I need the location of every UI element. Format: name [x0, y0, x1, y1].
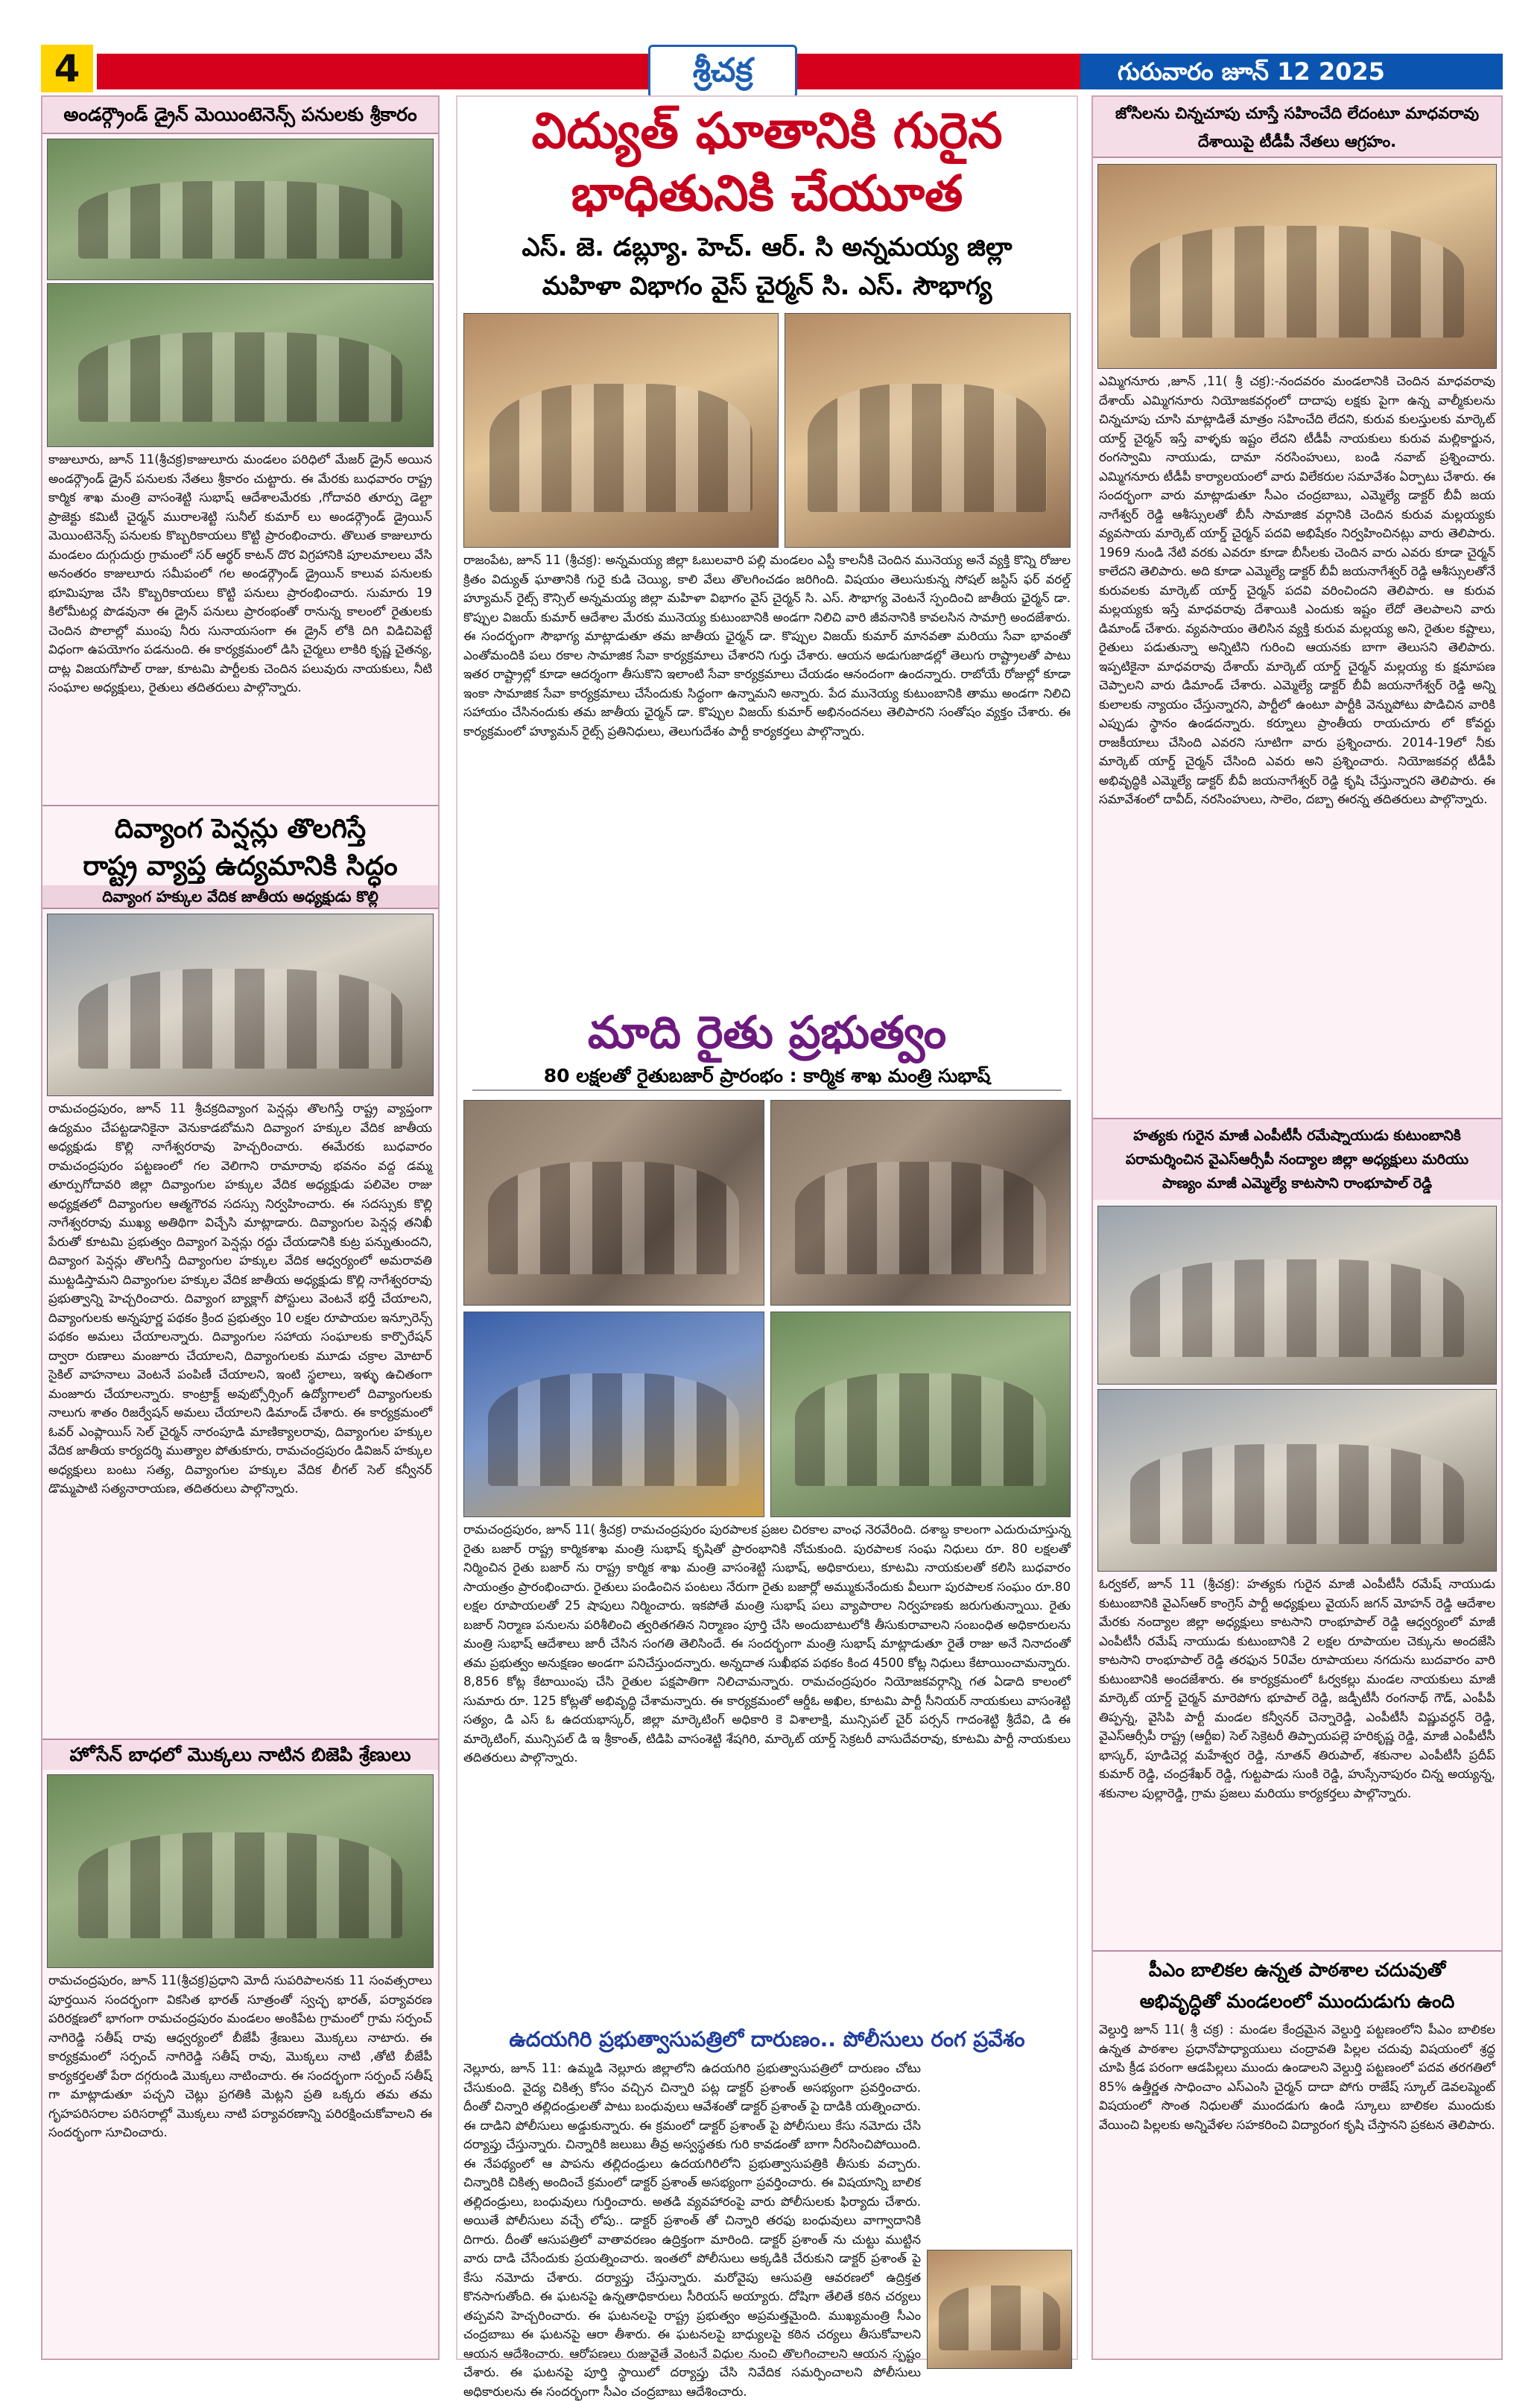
mid-story3-body: నెల్లూరు, జూన్ 11: ఉమ్మడి నెల్లూరు జిల్లాలోని ఉదయగిరి ప్రభుత్వాసుపత్రిలో దారుణం చోటు చేసుకుంది. వైద్య చికిత్స కోసం వచ్చిన చిన్నారి పట్ల డాక్టర్ ప్రశాంత్ అసభ్యంగా ప్రవర్తించారు. దీంతో చిన్నారి తల్లిదండ్రులతో పాటు బంధువులు ఆవేశంతో డాక్టర్ ప్రశాంత్ పై దాడికి యత్నించారు. ఈ దాడిని పోలీసులు అడ్డుకున్నారు. ఈ క్రమంలో డాక్టర్ ప్రశాంత్ పై పోలీసులు కేసు నమోదు చేసి దర్యాప్తు చేస్తున్నారు. చిన్నారికి జలుబు తీవ్ర అస్వస్థతకు గురి కావడంతో బాగా నీరసించిపోయింది. ఈ నేపథ్యంలో ఆ పాపను తల్లిదండ్రులు ఉదయగిరిలోని ప్రభుత్వాసుపత్రికి తీసుకు వచ్చారు. చిన్నారికి చికిత్స అందించే క్రమంలో డాక్టర్ ప్రశాంత్ అసభ్యంగా ప్రవర్తించారు. ఈ విషయాన్ని బాలిక తల్లిదండ్రులు, బంధువులు గుర్తించారు. అతడి వ్యవహారంపై వారు పోలీసులకు ఫిర్యాదు చేశారు. అయితే పోలీసులు వచ్చే లోపు.. డాక్టర్ ప్రశాంత్ తో చిన్నారి తరఫు బంధువులు వాగ్వాదానికి దిగారు. దీంతో ఆసుపత్రిలో వాతావరణం ఉద్రిక్తంగా మారింది. డాక్టర్ ప్రశాంత్ ను చుట్టు ముట్టిన వారు దాడి చేసేందుకు ప్రయత్నించారు. ఇంతలో పోలీసులు అక్కడికి చేరుకుని డాక్టర్ ప్రశాంత్ పై కేసు నమోదు చేశారు. దర్యాప్తు చేస్తున్నారు. మరోవైపు ఆసుపత్రి ఆవరణలో ఉద్రిక్తత కొనసాగుతోంది. ఈ ఘటనపై ఉన్నతాధికారులు సీరియస్ అయ్యారు. దోషిగా తేలితే కఠిన చర్యలు తప్పవని హెచ్చరించారు. ఈ ఘటనలపై రాష్ట్ర ప్రభుత్వం అప్రమత్తమైంది. ముఖ్యమంత్రి సీఎం చంద్రబాబు ఈ ఘటనపై ఆరా తీశారు. ఈ ఘటనలపై బాధ్యులపై కఠిన చర్యలు తీసుకోవాలని ఆయన ఆదేశించారు. ఆరోపణలు రుజువైతే వెంటనే విధుల నుంచి తొలగించాలని ఆయన స్పష్టం చేశారు. ఈ ఘటనపై పూర్తి స్థాయిలో దర్యాప్తు చేసి నివేదిక సమర్పించాలని పోలీసులు అధికారులను ఈ సందర్భంగా సీఎం చంద్రబాబు ఆదేశించారు.	[463, 2061, 921, 2399]
middle-column	[456, 95, 1078, 2399]
mid-story2-photo-vegetables	[770, 1312, 1071, 1517]
mid-story1-photo-handover	[785, 313, 1071, 548]
right-story3-headline-2: అభివృద్ధితో మండలంలో ముందుడుగు ఉంది	[1139, 1990, 1455, 2012]
right-story1-body: ఎమ్మిగనూరు ,జూన్ ,11( శ్రీ చక్ర):-నందవరం మండలానికి చెందిన మాధవరావు దేశాయ్ ఎమ్మిగనూరు నియోజకవర్గంలో దాదాపు లక్షకు పైగా ఉన్న వాల్మీకులను చిన్నచూపు చూసి మాట్లాడితే మాత్రం సహించేది లేదని, కురువ కులస్తులకు మార్కెట్ యార్డ్ చైర్మన్ ఇస్తే వాళ్ళకు ఇష్టం లేదని టీడీపీ నాయకులు కురువ మల్లికార్జున, రంగస్వామి నాయుడు, దామా నరసింహులు, బండి నవాబ్ ప్రశ్నించారు. ఎమ్మిగనూరు టీడీపీ కార్యాలయంలో వారు విలేకరుల సమావేశం ఏర్పాటు చేశారు. ఈ సందర్భంగా వారు మాట్లాడుతూ సీఎం చంద్రబాబు, ఎమ్మెల్యే డాక్టర్ బీవీ జయ నాగేశ్వర్ రెడ్డి ఆశీస్సులతో బీసీ సామాజిక వర్గానికి చెందిన కురువ మల్లయ్యకు వ్యవసాయ మార్కెట్ యార్డ్ చైర్మన్ పదవి అభిషేకం నిర్వహించినట్లు వారు తెలిపారు. 1969 నుండి నేటి వరకు ఎవరూ కూడా బీసీలకు చెందిన వారు ఎవరు కూడా చైర్మన్ కాలేదని తెలిపారు. అది కూడా ఎమ్మెల్యే డాక్టర్ బీవీ జయనాగేశ్వర్ రెడ్డి ఆశీస్సులతోనే కురువలకు మార్కెట్ యార్డ్ చైర్మన్ పదవి వరించిందని తెలిపారు. ఆ కురువ మల్లయ్యకు ఇస్తే మాధవరావు దేశాయికి ఎందుకు ఇష్టం లేదో తెలపాలని వారు డిమాండ్ చేశారు. వ్యవసాయం తెలిసిన వ్యక్తి కురువ మల్లయ్య అని, రైతుల కష్టాలు, రైతులు పడుతున్నా అన్నిటిని గురించి ఆయనకు బాగా తెలుసని తెలిపారు. ఇప్పటికైనా మాధవరావు దేశాయ్ మార్కెట్ యార్డ్ చైర్మన్ మల్లయ్య కు క్షమాపణ చెప్పాలని వారు డిమాండ్ చేశారు. ఎమ్మెల్యే డాక్టర్ బీవీ జయనాగేశ్వర్ రెడ్డి అన్ని కులాలకు న్యాయం చేస్తున్నారని, పార్టీలో ఉంటూ పార్టీకి వెన్నుపోటు పొడిచిన వారికి ఎప్పుడు స్థానం ఉండదన్నారు. కర్నూలు ప్రాంతీయ రాయచూరు లో కోవర్టు రాజకీయాలు చేసింది ఎవరని సూటిగా వారు ప్రశ్నించారు. 2014-19లో నీకు మార్కెట్ యార్డ్ చైర్మన్ చేసింది ఎవరు అని ప్రశ్నించారు. నియోజకవర్గ టీడీపీ అభివృద్ధికి ఎమ్మెల్యే డాక్టర్ బీవీ జయనాగేశ్వర్ రెడ్డి కృషి చేస్తున్నారని తెలిపారు. ఈ సమావేశంలో దావీద్, నరసింహులు, సాలెం, దబ్బా ఈరన్న తదితరులు పాల్గొన్నారు.	[1099, 374, 1495, 806]
right-story2-headline-2: పరామర్శించిన వైఎస్ఆర్సీపీ నంద్యాల జిల్లా అధ్యక్షులు మరియు	[1125, 1151, 1469, 1168]
mid-story2-body: రామచంద్రపురం, జూన్ 11( శ్రీచక్ర) రామచంద్రపురం పురపాలక ప్రజల చిరకాల వాంఛ నెరవేరింది. దశాబ్ద కాలంగా ఎదురుచూస్తున్న రైతు బజార్ రాష్ట్ర కార్మికశాఖ మంత్రి సుభాష్ కృషితో ప్రారంభానికి నోచుకుంది. పురపాలక సంఘ నిధులు రూ. 80 లక్షలతో నిర్మించిన రైతు బజార్ ను రాష్ట్ర కార్మిక శాఖ మంత్రి వాసంశెట్టి సుభాష్, అధికారులు, కూటమి నాయకులతో కలిసి బుధవారం సాయంత్రం ప్రారంభించారు. రైతులు పండించిన పంటలు నేరుగా రైతు బజార్లో అమ్ముకునేందుకు వీలుగా పురపాలక సంఘం రూ.80 లక్షల రూపాయలతో 25 షాపులు నిర్మించారు. ఇకపోతే మంత్రి సుభాష్ పలు వ్యాపారాల నిర్వహణకు జరుగుతున్నాయి. రైతు బజార్ నిర్మాణ పనులను పరిశీలించి త్వరితగతిన నిర్మాణం పూర్తి చేసి అందుబాటులోకి తీసుకురావాలని సంబంధిత అధికారులను మంత్రి సుభాష్ ఆదేశాలు జారీ చేసిన సంగతి తెలిసిందే. ఈ సందర్భంగా మంత్రి సుభాష్ మాట్లాడుతూ రైతే రాజు అనే నినాదంతో తమ ప్రభుత్వం అనుక్షణం అండగా పనిచేస్తుందన్నారు. అన్నదాత సుఖీభవ పథకం కింద 4500 కోట్ల నిధులు కేటాయించామన్నారు. 8,856 కోట్ల కేటాయింపు చేసి రైతుల పక్షపాతిగా నిలిచామన్నారు. రామచంద్రపురం నియోజకవర్గాన్ని గత ఏడాది కాలంలో సుమారు రూ. 125 కోట్లతో అభివృద్ధి చేశామన్నారు. ఈ కార్యక్రమంలో ఆర్డీఓ అఖిల, కూటమి పార్టీ సీనియర్ నాయకులు వాసంశెట్టి సత్యం, డి ఎస్ ఓ ఉదయభాస్కర్, జిల్లా మార్కెటింగ్ అధికారి కె విశాలాక్షి, మున్సిపల్ చైర్ పర్సన్ గాదంశెట్టి శ్రీదేవి, డి ఈ మార్కెటింగ్, మున్సిపల్ డి ఇ శ్రీకాంత్, టిడిపి వాసంశెట్టి శేషగిరి, మార్కెట్ యార్డ్ సెక్రటరీ వాసుదేవరావు, కూటమి పార్టీ నాయకులు తదితరులు పాల్గొన్నారు.	[463, 1522, 1071, 1765]
mid-story1-body: రాజంపేట, జూన్ 11 (శ్రీచక్ర): అన్నమయ్య జిల్లా ఓబులవారి పల్లి మండలం ఎస్టీ కాలనీకి చెందిన మునెయ్య అనే వ్యక్తి కొన్ని రోజుల క్రితం విద్యుత్ ఘాతానికి గురై కుడి చెయ్యి, కాలి వేలు తొలగించడం జరిగింది. విషయం తెలుసుకున్న సోషల్ జస్టిస్ ఫర్ వరల్డ్ హ్యూమన్ రైట్స్ కౌన్సిల్ అన్నమయ్య జిల్లా మహిళా విభాగం వైస్ చైర్మన్ సి. ఎస్. సౌభాగ్య వెంటనే స్పందించి జాతీయ ఛైర్మన్ డా. కొప్పుల విజయ్ కుమార్ ఆదేశాల మేరకు మునెయ్య కుటుంబానికి అండగా నిలిచి వారి జీవనానికి కావలసిన సామాగ్రి అందజేశారు. ఈ సందర్భంగా సౌభాగ్య మాట్లాడుతూ తమ జాతీయ ఛైర్మన్ డా. కొప్పుల విజయ్ కుమార్ మానవతా మరియు సేవా భావంతో ఎంతోమందికి పలు రకాల సామాజిక సేవా కార్యక్రమాలు చేశారని గుర్తు చేశారు. ఆయన అడుగుజాడల్లో తెలుగు రాష్ట్రాలతో పాటు ఇతర రాష్ట్రాల్లో కూడా ఆదర్శంగా తీసుకొని ఇలాంటి సేవా కార్యక్రమాలు చేయడం ఆనందంగా ఉందన్నారు. రాబోయే రోజుల్లో కూడా ఇంకా సామాజిక సేవా కార్యక్రమాలు చేసేందుకు సిద్ధంగా ఉన్నామని అన్నారు. పేద మునెయ్య కుటుంబానికి తాము అండగా నిలిచి సహాయం చేసినందుకు తమ జాతీయ ఛైర్మన్ డా. కొప్పుల విజయ్ కుమార్ అభినందనలు తెలిపారని సంతోషం వ్యక్తం చేశారు. ఈ కార్యక్రమంలో హ్యూమన్ రైట్స్ ప్రతినిధులు, తెలుగుదేశం పార్టీ కార్యకర్తలు పాల్గొన్నారు.	[463, 553, 1071, 738]
mid-story1-subhead-2: మహిళా విభాగం వైస్ చైర్మన్ సి. ఎస్. సౌభాగ్య	[542, 271, 992, 301]
mid-story2-photo-plaque	[770, 1100, 1071, 1306]
masthead-red-bar	[97, 54, 1080, 89]
right-story3-headline-1: పీఎం బాలికల ఉన్నత పాఠశాల చదువుతో	[1148, 1959, 1446, 1981]
right-story2-headline	[1093, 1119, 1501, 1200]
right-story1-headline: జోసిలను చిన్నచూపు చూస్తే సహించేది లేదంటూ మాధవరావు దేశాయిపై టీడీపీ నేతలు ఆగ్రహం.	[1093, 97, 1501, 158]
mid-story1-headline-1: విద్యుత్ ఘాతానికి గురైన	[531, 102, 1003, 159]
left-story3-photo	[47, 1774, 434, 1968]
left-story3-headline: హోసేన్ బాధలో మొక్కలు నాటిన బిజెపి శ్రేణులు	[42, 1740, 438, 1770]
mid-story2-subhead: 80 లక్షలతో రైతుబజార్ ప్రారంభం : కార్మిక శాఖ మంత్రి సుభాష్	[472, 1063, 1062, 1091]
edition-date: గురువారం జూన్ 12 2025	[1080, 54, 1503, 89]
left-story1-photo-2	[47, 283, 434, 447]
mid-story2-photo-stage	[463, 1312, 764, 1517]
left-story2-body: రామచంద్రపురం, జూన్ 11 శ్రీచక్రదివ్యాంగ పెన్షన్లు తొలగిస్తే రాష్ట్ర వ్యాప్తంగా ఉద్యమం చేపట్టడానికైనా వెనుకాడబోమని దివ్యాంగ హక్కుల వేదిక జాతీయ అధ్యక్షుడు కొల్లి నాగేశ్వరరావు హెచ్చరించారు. ఈమేరకు బుధవారం రామచంద్రపురం పట్టణంలో గల వెలిగాని రామారావు భవనం వద్ద డమ్మ తూర్పుగోదావరి జిల్లా దివ్యాంగుల హక్కుల వేదిక అధ్యక్షుడు పలివెల రాజు అధ్యక్షతలో దివ్యాంగుల ఆత్మగౌరవ సదస్సు నిర్వహించారు. ఈ సదస్సుకు కొల్లి నాగేశ్వరరావు ముఖ్య అతిథిగా విచ్చేసి మాట్లాడారు. దివ్యాంగుల పెన్షన్ల తనిఖీ పేరుతో కూటమి ప్రభుత్వం దివ్యాంగ పెన్షన్లు రద్దు చేయడానికి కుట్ర పన్నుతుందని, దివ్యాంగ పెన్షన్లు తొలగిస్తే దివ్యాంగుల హక్కుల వేదిక ఆధ్వర్యంలో అమరావతి ముట్టడిస్తామని దివ్యాంగుల హక్కుల వేదిక జాతీయ అధ్యక్షుడు కొల్లి నాగేశ్వరరావు ప్రభుత్వాన్ని హెచ్చరించారు. దివ్యాంగ బ్యాక్లాగ్ పోస్టులు వెంటనే భర్తీ చేయాలని, దివ్యాంగులకు అన్నపూర్ణ పథకం క్రింద ప్రభుత్వం 10 లక్షల రూపాయల ఇన్సూరెన్స్ పథకం అమలు చేయాలన్నారు. దివ్యాంగుల సహాయ సంఘాలకు కార్పొరేషన్ ద్వారా రుణాలు మంజూరు చేయాలని, దివ్యాంగులకు మూడు చక్రాల మోటార్ సైకిల్ వాహనాలు వెంటనే పంపిణీ చేయాలని, ఇంటి స్థలాలు, ఇళ్ళు ఉచితంగా మంజూరు చేయాలన్నారు. కాంట్రాక్ట్ అవుట్సోర్సింగ్ ఉద్యోగాలలో దివ్యాంగులకు నాలుగు శాతం రిజర్వేషన్ అమలు చేయాలని డిమాండ్ చేశారు. ఈ కార్యక్రమంలో ఓవర్ ఎంప్లాయిస్ సెల్ చైర్మన్ నారంపూడి మాణిక్యాలరావు, దివ్యాంగుల హక్కుల వేదిక జాతీయ కార్యదర్శి ముత్యాల పోతుకూరు, రామచంద్రపురం డివిజన్ హక్కుల అధ్యక్షులు బంటు సత్య, దివ్యాంగుల హక్కుల వేదిక లీగల్ సెల్ కన్వీనర్ డొమ్మపాటి సత్యనారాయణ, తదితరులు పాల్గొన్నారు.	[48, 1101, 432, 1496]
left-story1-headline: అండర్గ్రౌండ్ డ్రైన్ మెయింటెనెన్స్ పనులకు శ్రీకారం	[42, 97, 438, 134]
right-story2-photo-cheque	[1097, 1206, 1497, 1385]
masthead	[0, 0, 1540, 89]
page-number: 4	[41, 45, 93, 92]
left-story2-subhead: దివ్యాంగ హక్కుల వేదిక జాతీయ అధ్యక్షుడు కొల్లి	[42, 885, 438, 909]
mid-story2-headline: మాది రైతు ప్రభుత్వం	[587, 1007, 947, 1059]
mid-story3-headline: ఉదయగిరి ప్రభుత్వాసుపత్రిలో దారుణం.. పోలీసులు రంగ ప్రవేశం	[509, 2027, 1025, 2052]
left-story1-photo-1	[47, 139, 434, 280]
left-story1-body: కాజులూరు, జూన్ 11(శ్రీచక్ర)కాజులూరు మండలం పరిధిలో మేజర్ డ్రైన్ అయిన అండర్గ్రౌండ్ డ్రైన్ పనులకు నేతలు శ్రీకారం చుట్టారు. ఈ మేరకు బుధవారం రాష్ట్ర కార్మిక శాఖ మంత్రి వాసంశెట్టి సుభాష్ ఆదేశాలమేరకు ,గోదావరి తూర్పు డెల్టా ప్రాజెక్టు కమిటీ చైర్మన్ మురాలశెట్టి సునీల్ కుమార్ లు అండర్గ్రౌండ్ డ్రైయిన్ మెయింటెనెన్స్ పనులకు కొబ్బరికాయలు కొట్టి ప్రారంభించారు. తొలుత కాజులూరు మండలం దుగ్గుదుర్రు గ్రామంలో సర్ ఆర్థర్ కాటన్ దొర విగ్రహానికి పూలమాలలు వేసి అనంతరం కాజులూరు సమీపంలో గల అండర్గ్రౌండ్ డ్రైయిన్ కాలువ పనులకు భూమిపూజ చేసి కొబ్బరికాయలు కొట్టి పనులు ప్రారంభించారు. సుమారు 19 కిలోమీటర్ల పొడవునా ఈ డ్రైన్ పనులు ప్రారంభంతో రానున్న కాలంలో రైతులకు చెందిన పొలాల్లో ముంపు నీరు సునాయసంగా ఈ డ్రైన్ లోకి దిగి విడిచిపెట్టే విధంగా ఉపయోగం పడనుంది. ఈ కార్యక్రమంలో డిసి చైర్మలు లాకిరి కృష్ణ చైతన్య, దాట్ల విజయగోపాల్ రాజు, కూటమి పార్టీలకు చెందిన పలువురు నాయకులు, నీటి సంఘాల అధ్యక్షులు, రైతులు తదితరులు పాల్గొన్నారు.	[48, 452, 432, 695]
mid-story2-photos	[463, 1100, 1071, 1517]
right-story2-photo-family	[1097, 1389, 1497, 1572]
mid-story1-photos	[463, 313, 1071, 548]
left-story3-body: రామచంద్రపురం, జూన్ 11(శ్రీచక్ర)ప్రధాని మోదీ సుపరిపాలనకు 11 సంవత్సరాలు పూర్తయిన సందర్భంగా వికసిత భారత్ సూత్రంతో స్వచ్ఛ భారత్, పర్యావరణ పరిరక్షణలో భాగంగా రామచంద్రపురం మండలం అంకిపేట గ్రామంలో గ్రామ సర్పంచ్ నాగిరెడ్డి సతీష్ రావు ఆధ్వర్యంలో బీజేపీ శ్రేణులు మొక్కలు నాటారు. ఈ కార్యక్రమంలో సర్పంచ్ నాగిరెడ్డి సతీష్ రావు, మొక్కలు నాటి ,తోటి బీజేపీ కార్యకర్తలతో పేరా దగ్గరుండి మొక్కలు నాటించారు. ఈ సందర్భంగా సర్పంచ్ సతీష్ గా మాట్లాడుతూ పచ్చని చెట్లు ప్రగతికి మెట్లని ప్రతి ఒక్కరు తమ తమ గృహపరిసరాల పరిసరాల్లో మొక్కలు నాటి పర్యావరణాన్ని పరిరక్షించుకోవాలని ఈ సందర్భంగా సూచించారు.	[48, 1973, 432, 2139]
left-story2-photo	[47, 914, 434, 1096]
right-story2-headline-3: పాణ్యం మాజీ ఎమ్మెల్యే కాటసాని రాంభూపాల్ రెడ్డి	[1162, 1175, 1433, 1192]
right-story2-headline-1: హత్యకు గురైన మాజీ ఎంపీటీసీ రమేష్నాయుడు కుటుంబానికి	[1133, 1127, 1461, 1144]
right-story3-body: వెల్దుర్తి జూన్ 11( శ్రీ చక్ర) : మండల కేంద్రమైన వెల్దుర్తి పట్టణంలోని పీఎం బాలికల ఉన్నత పాఠశాల ప్రధానోపాధ్యాయులు చంద్రావతి పిల్లల చదువు విషయంలో శ్రద్ధ చూపి క్రీడ పరంగా ఆడపిల్లలు ముందు ఉండాలని వెల్దుర్తి పట్టణంలో పదవ తరగతిలో 85% ఉత్తీర్ణత సాధించాం ఎస్ఎంసి చైర్మన్ దాదా పోగు రాజేష్ స్కూల్ డెవలప్మెంట్ విషయంలో సొంత నిధులతో ముందడుగు ఉండి స్కూలు బాలికల ముందుకు వేయించి పిల్లలకు అన్నివేళల సహకరించి విద్యారంగ కృషి చేస్తానని ప్రకటన తెలిపారు.	[1099, 2022, 1495, 2132]
mid-story1-subhead-1: ఎస్. జె. డబ్ల్యూ. హెచ్. ఆర్. సి అన్నమయ్య జిల్లా	[522, 232, 1013, 262]
left-story2-headline-1: దివ్యాంగ పెన్షన్లు తొలగిస్తే	[114, 814, 367, 844]
mid-story1-photo-children	[463, 313, 779, 548]
mid-story3-photo-hospital	[927, 2250, 1072, 2369]
right-column	[1091, 95, 1503, 2360]
mid-story2-photo-ribbon	[463, 1100, 764, 1306]
mid-story1-headline-2: భాధితునికి చేయూత	[571, 165, 963, 222]
newspaper-logo: శ్రీచక్ర	[648, 45, 797, 98]
right-story1-photo	[1097, 164, 1497, 369]
right-story2-body: ఓర్వకల్, జూన్ 11 (శ్రీచక్ర): హత్యకు గురైన మాజీ ఎంపీటీసీ రమేష్ నాయుడు కుటుంబానికి వైఎస్ఆర్ కాంగ్రెస్ పార్టీ అధ్యక్షులు వైయస్ జగన్ మోహన్ రెడ్డి ఆదేశాల మేరకు నంద్యాల జిల్లా అధ్యక్షులు కాటసాని రాంభూపాల్ రెడ్డి ఆధ్వర్యంలో మాజీ ఎంపీటీసీ రమేష్ నాయుడు కుటుంబానికి 2 లక్షల రూపాయల చెక్కును అందజేసి కాటసాని రాంభూపాల్ రెడ్డి తరఫున 50వేల రూపాయలు నగదును బుదవారం వారి కుటుంబానికి అందజేశారు. ఈ కార్యక్రమంలో ఓర్వకల్లు మండల నాయకులు మాజీ మార్కెట్ యార్డ్ చైర్మన్ మారెపోగు భూపాల్ రెడ్డి, జడ్పీటీసీ రంగనాథ్ గౌడ్, ఎంపీపీ తిప్పన్న, వైసిపి పార్టీ మండల కన్వీనర్ చెన్నారెడ్డి, ఎంపీటీసీ విష్ణువర్ధన్ రెడ్డి, వైఎస్ఆర్సీపీ రాష్ట్ర (ఆర్టీఐ) సెల్ సెక్రెటరీ తిప్పాయపల్లె హరికృష్ణ రెడ్డి, మాజీ ఎంపీటీసీ భాస్కర్, పూడిచెర్ల మహేశ్వర రెడ్డి, నూతన్ తిరుపాల్, శకునాల ఎంపీటీసీ ప్రదీప్ కుమార్ రెడ్డి, చంద్రశేఖర్ రెడ్డి, గుట్టపాడు సుంకి రెడ్డి, హుస్సేనాపురం చిన్న అయ్యన్న, శకునాల పుల్లారెడ్డి, గ్రామ ప్రజలు మరియు కార్యకర్తలు పాల్గొన్నారు.	[1099, 1577, 1495, 1800]
left-story2-headline-2: రాష్ట్ర వ్యాప్త ఉద్యమానికి సిద్ధం	[83, 851, 398, 882]
left-column	[41, 95, 440, 2360]
